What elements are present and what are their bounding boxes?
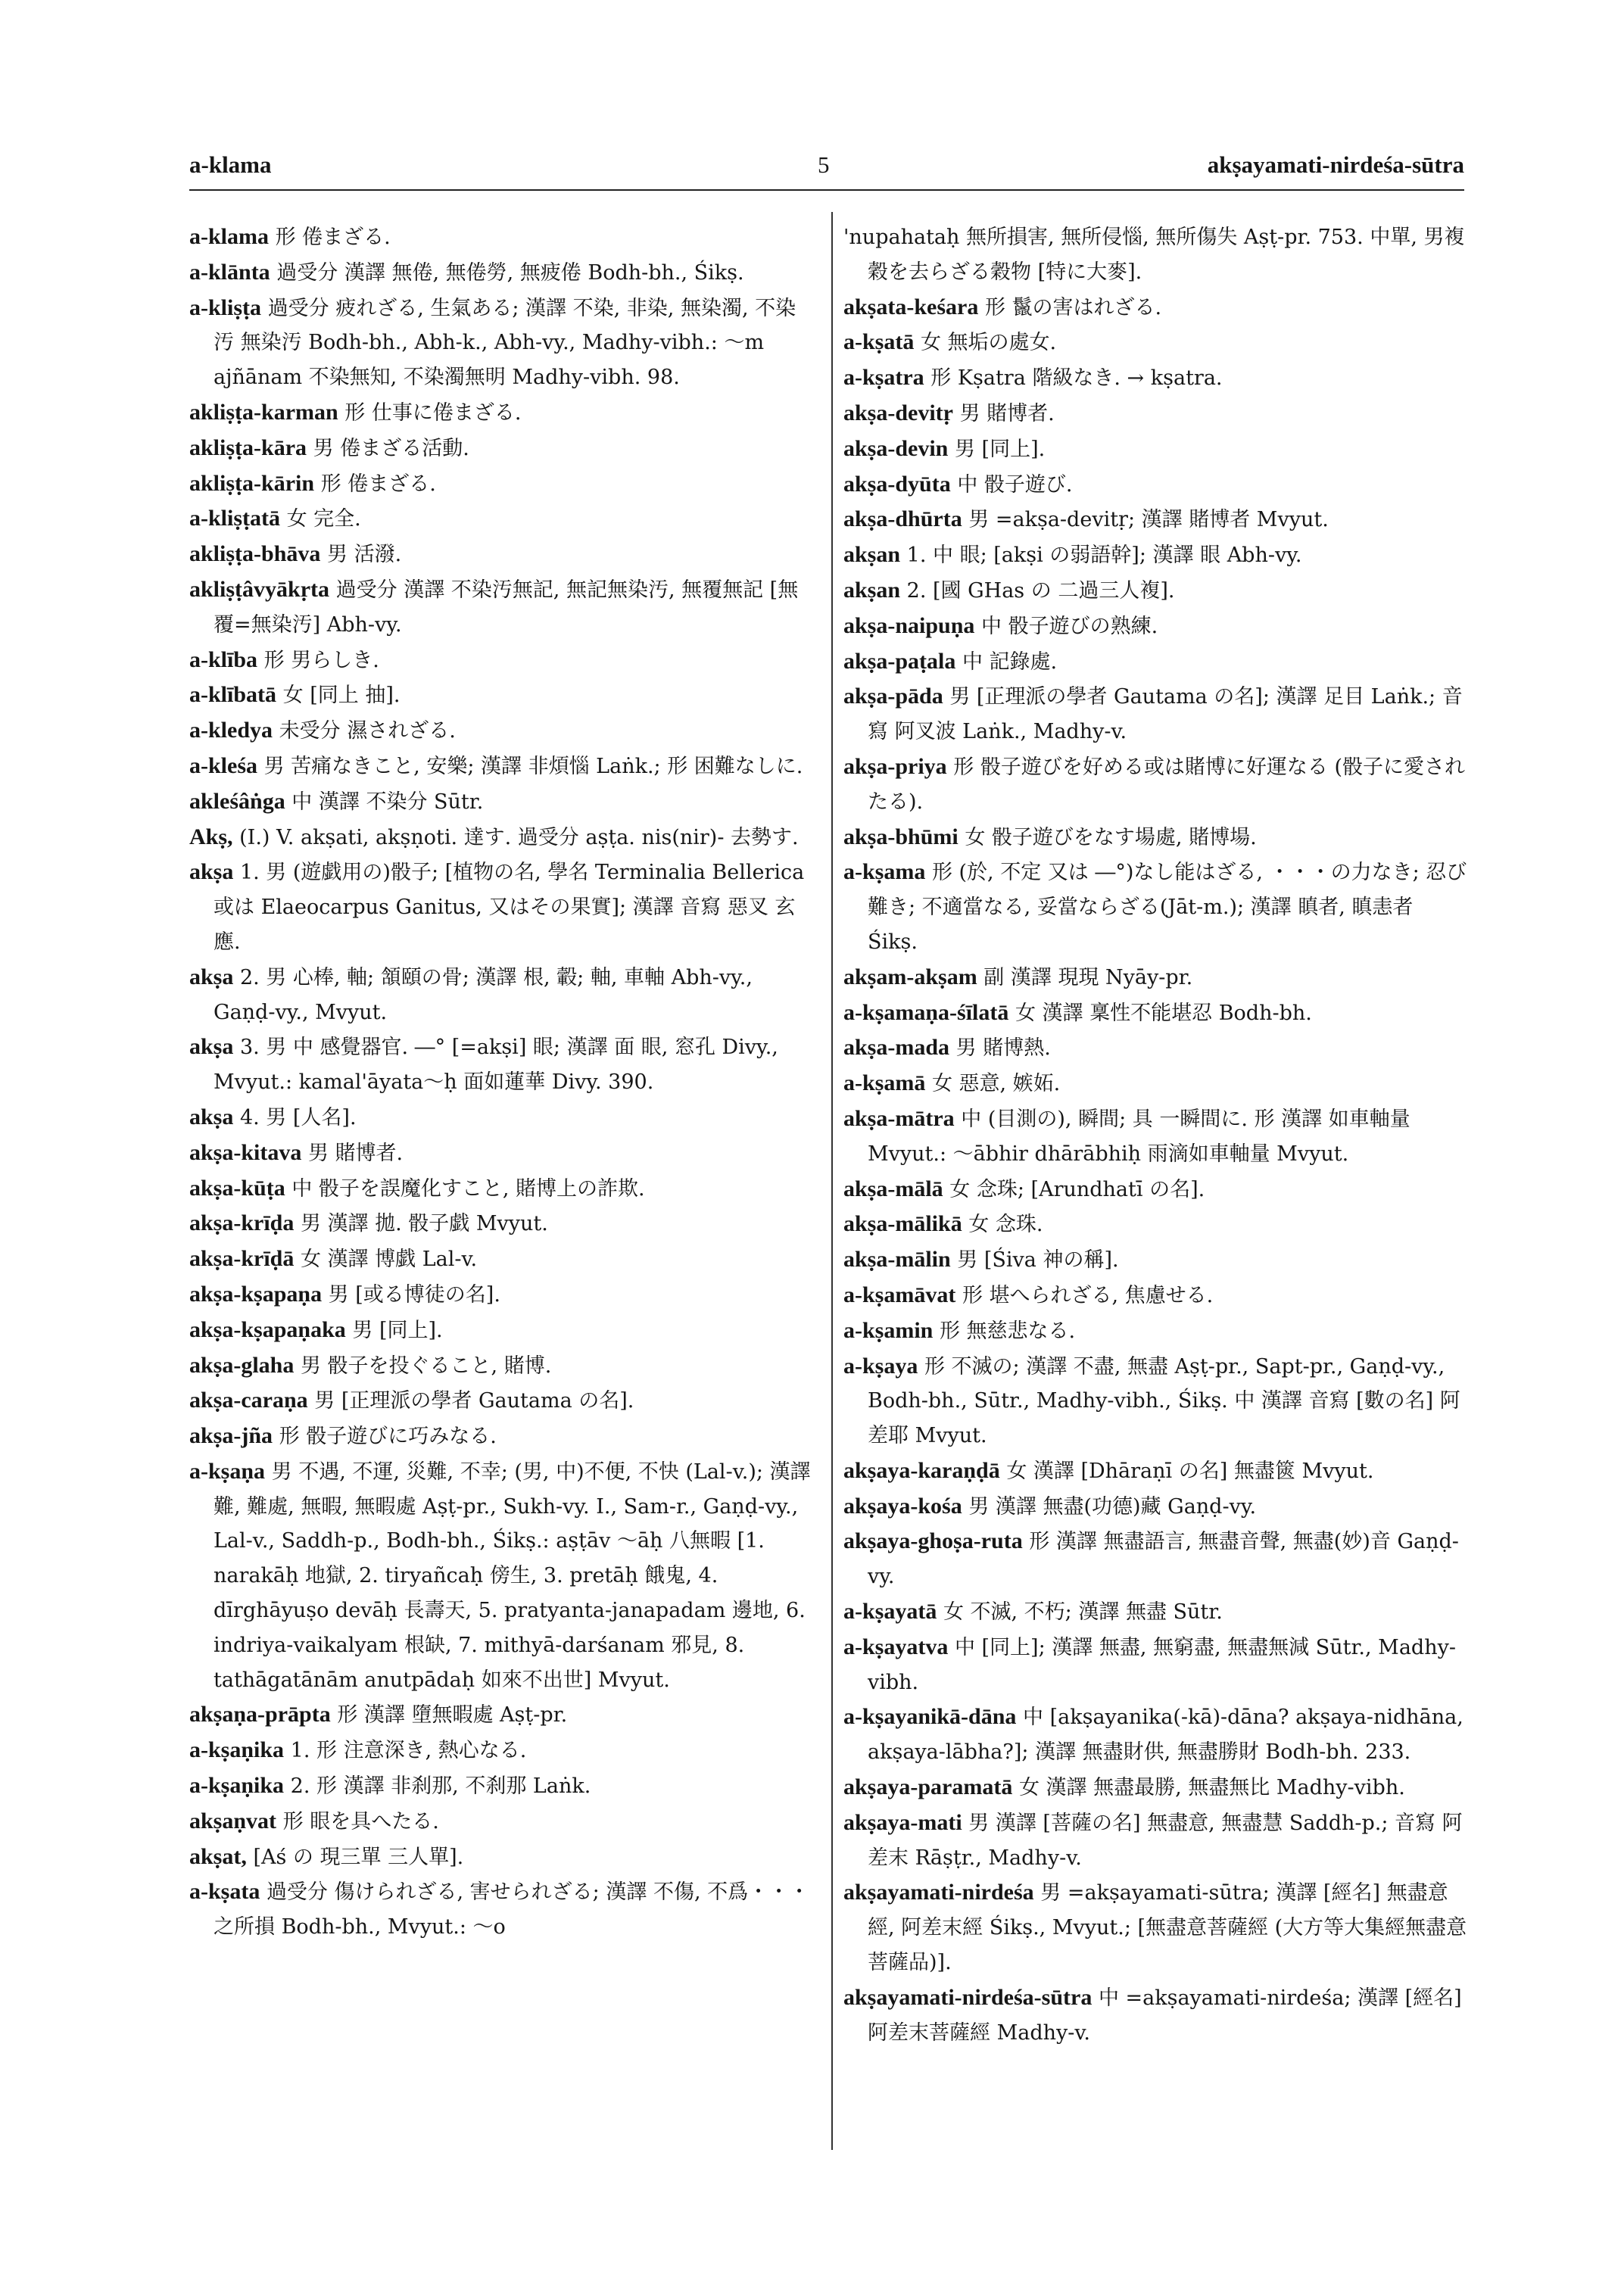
dictionary-entry [189, 749, 816, 784]
entry-headword: akṣaya-karaṇḍā [843, 1457, 1000, 1483]
entry-definition: 女 完全. [286, 507, 361, 531]
dictionary-entry [843, 467, 1467, 503]
dictionary-entry [843, 1172, 1467, 1207]
entry-definition: 形 仕事に倦まざる. [344, 400, 522, 425]
entry-headword: akṣa [189, 859, 234, 885]
header-rule [189, 189, 1464, 191]
dictionary-entry [189, 1804, 816, 1840]
dictionary-entry [189, 678, 816, 713]
entry-headword: akṣa-krīḍā [189, 1246, 295, 1272]
entry-definition: 女 骰子遊びをなす場處, 賭博場. [965, 825, 1257, 849]
dictionary-entry [843, 855, 1467, 959]
dictionary-entry [189, 820, 816, 855]
dictionary-entry [189, 1100, 816, 1136]
entry-headword: akṣa-mālikā [843, 1211, 962, 1237]
dictionary-entry [843, 431, 1467, 467]
dictionary-entry [843, 1489, 1467, 1525]
entry-headword: akleśâṅga [189, 788, 285, 814]
entry-definition: 女 無垢の處女. [920, 331, 1057, 355]
entry-definition: 中 骰子を誤魔化すこと, 賭博上の詐欺. [291, 1176, 645, 1201]
dictionary-entry [843, 960, 1467, 995]
entry-headword: akṣa-devitṛ [843, 400, 953, 425]
header-left-guideword: a-klama [189, 151, 272, 178]
entry-headword: akṣa-paṭala [843, 648, 956, 674]
entry-definition: 形 倦まざる. [320, 472, 436, 496]
dictionary-entry [189, 1242, 816, 1277]
entry-definition: 形 無慈悲なる. [939, 1319, 1076, 1343]
entry-definition: 形 堪へられざる, 焦慮せる. [962, 1283, 1214, 1307]
dictionary-entry [843, 1101, 1467, 1172]
entry-definition: 中 (目測の), 瞬間; 具 一瞬間に. 形 漢譯 如車軸量 Mvyut.: ～ābhir dhārābhiḥ 雨滴如車軸量 Mvyut. [868, 1107, 1410, 1166]
dictionary-entry [189, 255, 816, 291]
dictionary-entry [843, 609, 1467, 644]
dictionary-entry [843, 290, 1467, 326]
entry-headword: akṣa-priya [843, 753, 947, 779]
entry-headword: a-kledya [189, 718, 273, 743]
dictionary-entry [189, 537, 816, 572]
entry-headword: akṣan [843, 577, 901, 603]
entry-headword: akṣa-kitava [189, 1139, 302, 1165]
entry-definition: 1. 中 眼; [akṣi の弱語幹]; 漢譯 眼 Abh-vy. [906, 544, 1302, 568]
dictionary-entry [189, 291, 816, 395]
entry-definition: 形 倦まざる. [275, 226, 391, 249]
dictionary-entry [189, 572, 816, 643]
entry-definition: 女 惡意, 嫉妬. [931, 1072, 1061, 1096]
dictionary-entry [189, 1768, 816, 1804]
entry-definition: 男 倦まざる活動. [313, 436, 469, 460]
entry-headword: akṣa-mālā [843, 1176, 943, 1201]
entry-definition: 形 Kṣatra 階級なき. → kṣatra. [930, 366, 1223, 391]
entry-definition: 1. 男 (遊戯用の)骰子; [植物の名, 學名 Terminalia Bellerica 或は Elaeocarpus Ganitus, 又はその果實]; 漢譯 音寫 惡叉 玄應. [214, 861, 805, 954]
entry-headword: a-kṣamāvat [843, 1282, 956, 1307]
entry-headword: akṣa-dhūrta [843, 506, 962, 532]
dictionary-entry [843, 1980, 1467, 2051]
entry-definition: 女 念珠. [968, 1213, 1043, 1237]
entry-headword: a-klama [189, 224, 269, 249]
entry-headword: akṣa-naipuṇa [843, 612, 975, 638]
dictionary-entry [843, 679, 1467, 749]
entry-headword: akṣa-pāda [843, 684, 943, 709]
entry-definition: 過受分 疲れざる, 生氣ある; 漢譯 不染, 非染, 無染濁, 不染汚 無染汚 Bodh-bh., Abh-k., Abh-vy., Madhy-vibh.: ～m ajñānam 不染無知, 不染濁無明 Madhy-vibh. 98. [214, 296, 796, 390]
entry-definition: 形 漢譯 墮無暇處 Aṣṭ-pr. [337, 1703, 568, 1728]
entry-headword: a-kṣaya [843, 1353, 918, 1379]
entry-definition: 形 骰子遊びに巧みなる. [279, 1425, 497, 1449]
entry-headword: akṣayamati-nirdeśa-sūtra [843, 1984, 1093, 2010]
dictionary-entry [189, 1277, 816, 1313]
entry-headword: a-kṣayanikā-dāna [843, 1704, 1017, 1730]
entry-headword: a-kṣaṇa [189, 1458, 266, 1484]
entry-headword: a-kṣatā [843, 329, 915, 355]
entry-headword: akliṣṭa-kārin [189, 470, 315, 496]
entry-definition: 中 =akṣayamati-nirdeśa; 漢譯 [經名] 阿差末菩薩經 Madhy-v. [868, 1986, 1462, 2045]
dictionary-entry [843, 1453, 1467, 1489]
entry-headword: Akṣ, [189, 824, 233, 849]
dictionary-entry [843, 1313, 1467, 1349]
entry-headword: a-kliṣṭatā [189, 506, 280, 531]
dictionary-entry [189, 395, 816, 431]
entry-headword: akṣa-kṣapaṇa [189, 1281, 323, 1307]
dictionary-entry [843, 820, 1467, 855]
entry-headword: akṣa-dyūta [843, 471, 951, 497]
dictionary-entry [843, 1066, 1467, 1101]
dictionary-entry [843, 1805, 1467, 1876]
dictionary-entry [189, 1383, 816, 1419]
entry-definition: 形 鬣の害はれざる. [984, 295, 1162, 319]
entry-definition: 男 [同上]. [352, 1318, 443, 1342]
entry-headword: a-kliṣṭa [189, 294, 262, 320]
dictionary-entry [843, 1030, 1467, 1066]
entry-headword: akṣaya-ghoṣa-ruta [843, 1528, 1023, 1554]
entry-headword: akṣata-keśara [843, 294, 979, 319]
dictionary-entry [843, 1207, 1467, 1242]
entry-definition: 2. [國 GHas の 二過三人複]. [906, 578, 1175, 603]
entry-definition: 過受分 傷けられざる, 害せられざる; 漢譯 不傷, 不爲・・・之所損 Bodh-bh., Mvyut.: ～o [214, 1880, 810, 1939]
entry-headword: akṣa-kṣapaṇaka [189, 1316, 346, 1342]
dictionary-entry [843, 1242, 1467, 1278]
entry-definition: 形 漢譯 無盡語言, 無盡音聲, 無盡(妙)音 Gaṇḍ-vy. [868, 1530, 1459, 1589]
entry-definition: 形 骰子遊びを好める或は賭博に好運なる (骰子に愛されたる). [868, 755, 1465, 814]
entry-headword: akṣaya-mati [843, 1809, 962, 1835]
dictionary-entry [843, 1349, 1467, 1453]
entry-headword: akṣaya-paramatā [843, 1774, 1013, 1800]
entry-headword: akṣa-mātra [843, 1105, 955, 1131]
dictionary-entry [189, 1313, 816, 1348]
entry-headword: akṣa [189, 1104, 234, 1129]
entry-headword: akṣa-mālin [843, 1247, 951, 1273]
entry-headword: akṣa-bhūmi [843, 824, 959, 849]
entry-definition: 男 [正理派の學者 Gautama の名]; 漢譯 足目 Laṅk.; 音寫 阿叉波 Laṅk., Madhy-v. [868, 685, 1463, 744]
dictionary-entry [843, 360, 1467, 396]
dictionary-entry [189, 855, 816, 959]
entry-definition: 男 漢譯 拋. 骰子戯 Mvyut. [300, 1212, 548, 1236]
dictionary-entry [843, 537, 1467, 573]
entry-definition: 男 賭博熱. [955, 1036, 1051, 1061]
entry-definition: 形 不滅の; 漢譯 不盡, 無盡 Aṣṭ-pr., Sapt-pr., Gaṇḍ-vy., Bodh-bh., Sūtr., Madhy-vibh., Śikṣ. 中 漢譯 音寫 [數の名] 阿差耶 Mvyut. [868, 1354, 1460, 1448]
entry-headword: akliṣṭa-karman [189, 399, 338, 425]
dictionary-entry [843, 220, 1467, 290]
dictionary-entry [189, 431, 816, 466]
entry-headword: a-kṣamā [843, 1070, 926, 1096]
dictionary-entry [189, 960, 816, 1030]
entry-definition: (I.) V. akṣati, akṣṇoti. 達す. 過受分 aṣṭa. nis(nir)- 去勢す. [239, 825, 799, 849]
entry-headword: akṣa-krīḍa [189, 1210, 295, 1236]
entry-headword: akṣa [189, 964, 234, 989]
entry-definition: 男 [Śiva 神の稱]. [957, 1248, 1119, 1273]
entry-definition: 形 男らしき. [263, 648, 379, 672]
entry-headword: akṣat, [189, 1843, 247, 1869]
entry-definition: 男 苦痛なきこと, 安樂; 漢譯 非煩惱 Laṅk.; 形 困難なしに. [263, 754, 803, 778]
entry-definition: 形 (於, 不定 又は ―°)なし能はざる, ・・・の力なき; 忍び難き; 不適當なる, 妥當ならざる(Jāt-m.); 漢譯 瞋者, 瞋恚者 Śikṣ. [868, 861, 1467, 954]
entry-definition: 男 [同上]. [954, 437, 1046, 461]
dictionary-entry [843, 1630, 1467, 1700]
dictionary-entry [189, 1419, 816, 1454]
dictionary-entry [843, 396, 1467, 431]
header-right-guideword: akṣayamati-nirdeśa-sūtra [1207, 151, 1464, 178]
entry-definition: 男 賭博者. [307, 1141, 404, 1165]
entry-headword: akṣaṇvat [189, 1808, 277, 1833]
entry-definition: 男 [正理派の學者 Gautama の名]. [314, 1389, 634, 1413]
entry-definition: 'nupahataḥ 無所損害, 無所侵惱, 無所傷失 Aṣṭ-pr. 753. 中單, 男複 穀を去らざる穀物 [特に大麥]. [843, 226, 1465, 284]
entry-headword: a-kṣaṇika [189, 1737, 285, 1763]
entry-definition: 男 [或る博徒の名]. [328, 1282, 500, 1307]
entry-definition: 女 漢譯 [Dhāraṇī の名] 無盡篋 Mvyut. [1006, 1459, 1374, 1483]
entry-headword: akliṣṭâvyākṛta [189, 576, 330, 602]
dictionary-entry [189, 1874, 816, 1945]
entry-headword: a-kṣamaṇa-śīlatā [843, 999, 1009, 1025]
entry-headword: a-kṣama [843, 859, 926, 885]
entry-headword: a-klība [189, 646, 258, 672]
dictionary-entry [189, 1136, 816, 1171]
entry-headword: akṣan [843, 542, 901, 568]
right-column [843, 220, 1467, 2050]
dictionary-entry [843, 995, 1467, 1031]
entry-headword: a-kṣata [189, 1879, 260, 1905]
entry-definition: 男 漢譯 [菩薩の名] 無盡意, 無盡慧 Saddh-p.; 音寫 阿差末 Rāṣṭr., Madhy-v. [868, 1811, 1463, 1870]
dictionary-entry [189, 1697, 816, 1733]
entry-definition: 男 骰子を投ぐること, 賭博. [300, 1354, 552, 1378]
dictionary-entry [843, 1699, 1467, 1770]
entry-headword: akṣaṇa-prāpta [189, 1702, 331, 1728]
dictionary-entry [843, 1594, 1467, 1630]
dictionary-entry [189, 1454, 816, 1698]
entry-definition: 3. 男 中 感覺器官. ―° [=akṣi] 眼; 漢譯 面 眼, 窓孔 Divy., Mvyut.: kamal'āyata～ḥ 面如蓮華 Divy. 390. [214, 1036, 778, 1095]
entry-definition: 女 漢譯 稟性不能堪忍 Bodh-bh. [1015, 1001, 1312, 1025]
dictionary-entry [189, 713, 816, 749]
entry-headword: akṣa-kūṭa [189, 1175, 285, 1201]
entry-headword: a-kṣatra [843, 365, 924, 391]
entry-definition: 形 眼を具へたる. [282, 1809, 439, 1833]
entry-headword: akṣa [189, 1034, 234, 1060]
entry-definition: 女 [同上 抽]. [282, 684, 401, 708]
entry-definition: 男 漢譯 無盡(功德)藏 Gaṇḍ-vy. [968, 1494, 1257, 1519]
column-divider [831, 212, 833, 2150]
entry-headword: a-kṣaṇika [189, 1773, 285, 1799]
entry-definition: 男 =akṣayamati-sūtra; 漢譯 [經名] 無盡意經, 阿差末經 Śikṣ., Mvyut.; [無盡意菩薩經 (大方等大集經無盡意菩薩品)]. [868, 1881, 1467, 1975]
entry-definition: 副 漢譯 現現 Nyāy-pr. [983, 965, 1193, 989]
entry-definition: 4. 男 [人名]. [239, 1105, 357, 1129]
entry-definition: 中 骰子遊びの熟練. [981, 614, 1158, 638]
dictionary-entry [843, 573, 1467, 609]
dictionary-entry [843, 749, 1467, 820]
dictionary-entry [189, 1030, 816, 1100]
page-number: 5 [818, 151, 830, 178]
dictionary-entry [843, 1875, 1467, 1980]
entry-definition: 男 活潑. [326, 543, 402, 567]
entry-definition: 1. 形 注意深き, 熱心なる. [290, 1739, 527, 1763]
entry-headword: akṣaya-kośa [843, 1493, 962, 1519]
dictionary-entry [843, 1770, 1467, 1805]
left-column [189, 220, 816, 1945]
entry-definition: 中 [akṣayanika(-kā)-dāna? akṣaya-nidhāna, akṣaya-lābha?]; 漢譯 無盡財供, 無盡勝財 Bodh-bh. 233. [868, 1706, 1463, 1765]
entry-definition: 中 [同上]; 漢譯 無盡, 無窮盡, 無盡無減 Sūtr., Madhy-vibh. [868, 1635, 1456, 1694]
dictionary-entry [189, 784, 816, 820]
entry-definition: 過受分 漢譯 不染汚無記, 無記無染汚, 無覆無記 [無覆=無染汚] Abh-vy. [214, 578, 799, 637]
entry-definition: 中 記錄處. [962, 650, 1058, 674]
dictionary-entry [843, 325, 1467, 360]
entry-headword: akṣa-caraṇa [189, 1388, 308, 1413]
entry-definition: 中 漢譯 不染分 Sūtr. [291, 790, 484, 814]
dictionary-entry [189, 466, 816, 502]
entry-headword: a-kleśa [189, 752, 257, 778]
dictionary-entry [189, 1840, 816, 1875]
entry-definition: 男 賭博者. [959, 401, 1055, 425]
entry-definition: 女 漢譯 博戯 Lal-v. [300, 1248, 478, 1272]
entry-definition: [Aś の 現三單 三人單]. [253, 1845, 464, 1869]
dictionary-entry [843, 1278, 1467, 1313]
dictionary-entry [189, 1171, 816, 1207]
entry-headword: a-kṣamin [843, 1317, 934, 1343]
entry-definition: 2. 男 心棒, 軸; 頷頤の骨; 漢譯 根, 轂; 軸, 車軸 Abh-vy., Gaṇḍ-vy., Mvyut. [214, 965, 753, 1024]
entry-definition: 男 =akṣa-devitṛ; 漢譯 賭博者 Mvyut. [968, 508, 1329, 532]
entry-headword: akliṣṭa-kāra [189, 435, 307, 460]
entry-headword: akṣa-devin [843, 435, 949, 461]
entry-headword: a-kṣayatva [843, 1634, 949, 1659]
dictionary-entry [843, 502, 1467, 537]
dictionary-entry [189, 1206, 816, 1242]
entry-headword: akṣa-mada [843, 1035, 950, 1061]
entry-definition: 女 不滅, 不朽; 漢譯 無盡 Sūtr. [943, 1600, 1223, 1625]
entry-headword: akṣam-akṣam [843, 964, 977, 989]
entry-headword: a-kṣayatā [843, 1599, 937, 1625]
dictionary-entry [189, 220, 816, 255]
running-header [189, 151, 1464, 185]
entry-headword: a-klībatā [189, 682, 277, 708]
entry-definition: 女 念珠; [Arundhatī の名]. [949, 1177, 1205, 1201]
entry-headword: akliṣṭa-bhāva [189, 541, 321, 567]
entry-definition: 中 骰子遊び. [957, 472, 1073, 497]
entry-headword: akṣayamati-nirdeśa [843, 1880, 1034, 1905]
dictionary-entry [843, 1524, 1467, 1594]
entry-definition: 2. 形 漢譯 非刹那, 不刹那 Laṅk. [290, 1774, 591, 1799]
entry-definition: 女 漢譯 無盡最勝, 無盡無比 Madhy-vibh. [1018, 1776, 1405, 1800]
entry-definition: 男 不遇, 不運, 災難, 不幸; (男, 中)不便, 不快 (Lal-v.); 漢譯 難, 難處, 無暇, 無暇處 Aṣṭ-pr., Sukh-vy. I., Sam-r., Gaṇḍ-vy., Lal-v., Saddh-p., Bodh-bh., Śikṣ.: aṣṭāv ～āḥ 八無暇 [1. narakāḥ 地獄, 2. tiryañcaḥ 傍生, 3. pretāḥ 餓鬼, 4. dīrghāyuṣo devāḥ 長壽天, 5. pratyanta-janapadam 邊地, 6. indriya-vaikalyam 根缺, 7. mithyā-darśanam 邪見, 8. tathāgatānām anutpādaḥ 如來不出世] Mvyut. [214, 1460, 811, 1692]
entry-headword: a-klānta [189, 259, 270, 285]
entry-definition: 未受分 濕されざる. [279, 719, 456, 743]
dictionary-entry [843, 644, 1467, 680]
entry-headword: akṣa-glaha [189, 1352, 295, 1378]
entry-definition: 過受分 漢譯 無倦, 無倦勞, 無疲倦 Bodh-bh., Śikṣ. [276, 260, 744, 285]
dictionary-entry [189, 501, 816, 537]
dictionary-entry [189, 1348, 816, 1384]
dictionary-entry [189, 1733, 816, 1768]
dictionary-entry [189, 643, 816, 678]
entry-headword: akṣa-jña [189, 1423, 273, 1449]
